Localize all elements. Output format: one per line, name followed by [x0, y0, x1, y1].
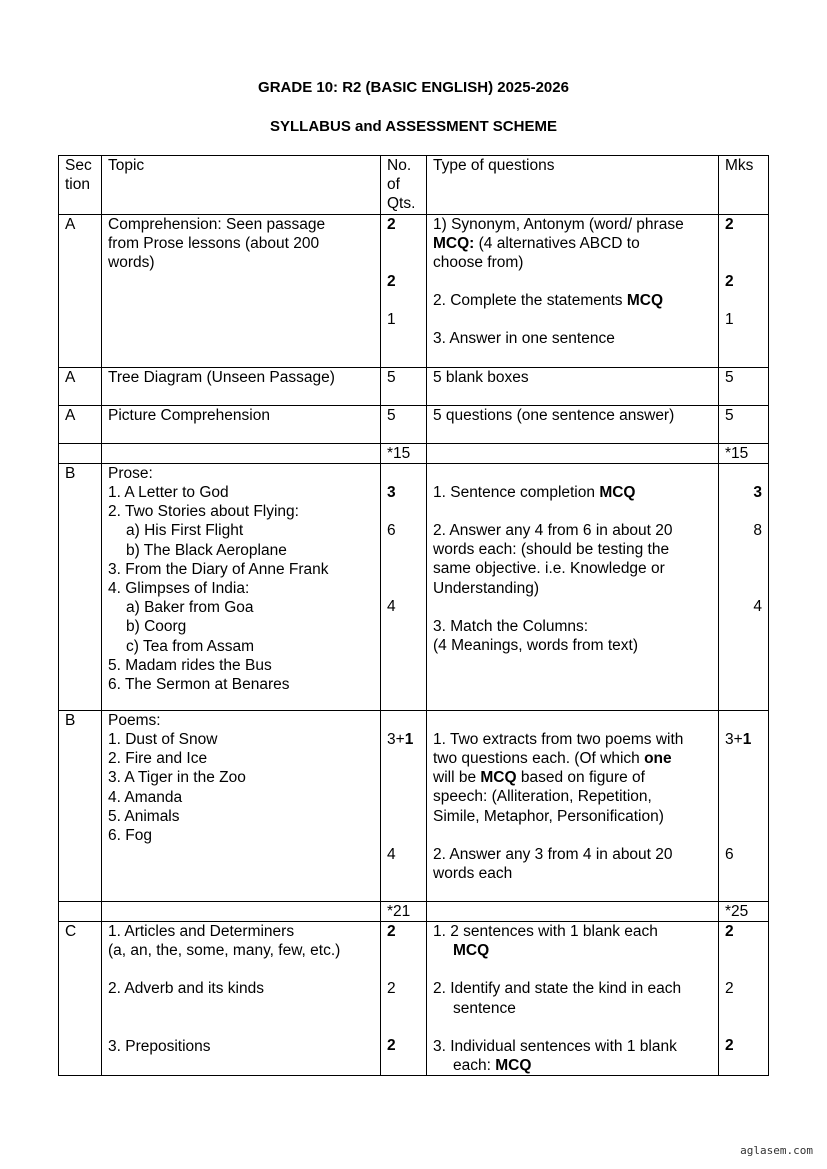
type-cell: 1) Synonym, Antonym (word/ phrase MCQ: (4 alternatives ABCD to choose from) 2. Complete the statements MCQ 3. Answer in one sentence: [427, 214, 719, 367]
section-cell: A: [59, 405, 102, 443]
subtotal-qts: *15: [381, 443, 427, 463]
section-cell: A: [59, 214, 102, 367]
header-no-of-questions: No. of Qts.: [381, 156, 427, 215]
header-section: Sec tion: [59, 156, 102, 215]
qts-cell: 5: [381, 405, 427, 443]
type-cell: 5 questions (one sentence answer): [427, 405, 719, 443]
table-row: [59, 710, 769, 901]
qts-cell: 3+1 4: [381, 710, 427, 901]
section-cell: C: [59, 922, 102, 1076]
table-row: [59, 405, 769, 443]
marks-cell: 2 2 2: [719, 922, 769, 1076]
subtotal-qts: *21: [381, 901, 427, 921]
subtotal-marks: *15: [719, 443, 769, 463]
header-marks: Mks: [719, 156, 769, 215]
subtotal-marks: *25: [719, 901, 769, 921]
topic-cell: Poems: 1. Dust of Snow 2. Fire and Ice 3. A Tiger in the Zoo 4. Amanda 5. Animals 6. Fog: [102, 710, 381, 901]
table-row: [59, 367, 769, 405]
table-row: [59, 214, 769, 367]
header-type-of-questions: Type of questions: [427, 156, 719, 215]
syllabus-table: [58, 155, 769, 1076]
table-header-row: [59, 156, 769, 215]
marks-cell: 2 2 1: [719, 214, 769, 367]
type-cell: 1. 2 sentences with 1 blank each MCQ 2. Identify and state the kind in each sentence 3. Individual sentences with 1 blank each: MCQ: [427, 922, 719, 1076]
section-cell: B: [59, 710, 102, 901]
type-cell: 1. Two extracts from two poems with two questions each. (Of which one will be MCQ based on figure of speech: (Alliteration, Repetition, Simile, Metaphor, Personification) 2. Answer any 3 from 4 in about 20 words each: [427, 710, 719, 901]
document-subtitle: SYLLABUS and ASSESSMENT SCHEME: [270, 118, 557, 135]
qts-cell: 3 6 4: [381, 463, 427, 710]
topic-cell: Comprehension: Seen passage from Prose lessons (about 200 words): [102, 214, 381, 367]
subtotal-row: [59, 901, 769, 921]
table-row: [59, 463, 769, 710]
marks-cell: 5: [719, 367, 769, 405]
topic-cell: Tree Diagram (Unseen Passage): [102, 367, 381, 405]
document-title: GRADE 10: R2 (BASIC ENGLISH) 2025-2026: [258, 79, 569, 96]
section-cell: A: [59, 367, 102, 405]
marks-cell: 3 8 4: [719, 463, 769, 710]
qts-cell: 2 2 2: [381, 922, 427, 1076]
table-row: [59, 922, 769, 1076]
topic-cell: Picture Comprehension: [102, 405, 381, 443]
type-cell: 1. Sentence completion MCQ 2. Answer any 4 from 6 in about 20 words each: (should be testing the same objective. i.e. Knowledge or Understanding) 3. Match the Columns: (4 Meanings, words from text): [427, 463, 719, 710]
type-cell: 5 blank boxes: [427, 367, 719, 405]
marks-cell: 5: [719, 405, 769, 443]
qts-cell: 5: [381, 367, 427, 405]
header-topic: Topic: [102, 156, 381, 215]
qts-cell: 2 2 1: [381, 214, 427, 367]
topic-cell: Prose: 1. A Letter to God 2. Two Stories about Flying: a) His First Flight b) The Black Aeroplane 3. From the Diary of Anne Frank 4. Glimpses of India: a) Baker from Goa b) Coorg c) Tea from Assam 5. Madam rides the Bus 6. The Sermon at Benares: [102, 463, 381, 710]
watermark-footer: aglasem.com: [740, 1144, 813, 1157]
section-cell: B: [59, 463, 102, 710]
topic-cell: 1. Articles and Determiners (a, an, the, some, many, few, etc.) 2. Adverb and its kinds 3. Prepositions: [102, 922, 381, 1076]
subtotal-row: [59, 443, 769, 463]
marks-cell: 3+1 6: [719, 710, 769, 901]
